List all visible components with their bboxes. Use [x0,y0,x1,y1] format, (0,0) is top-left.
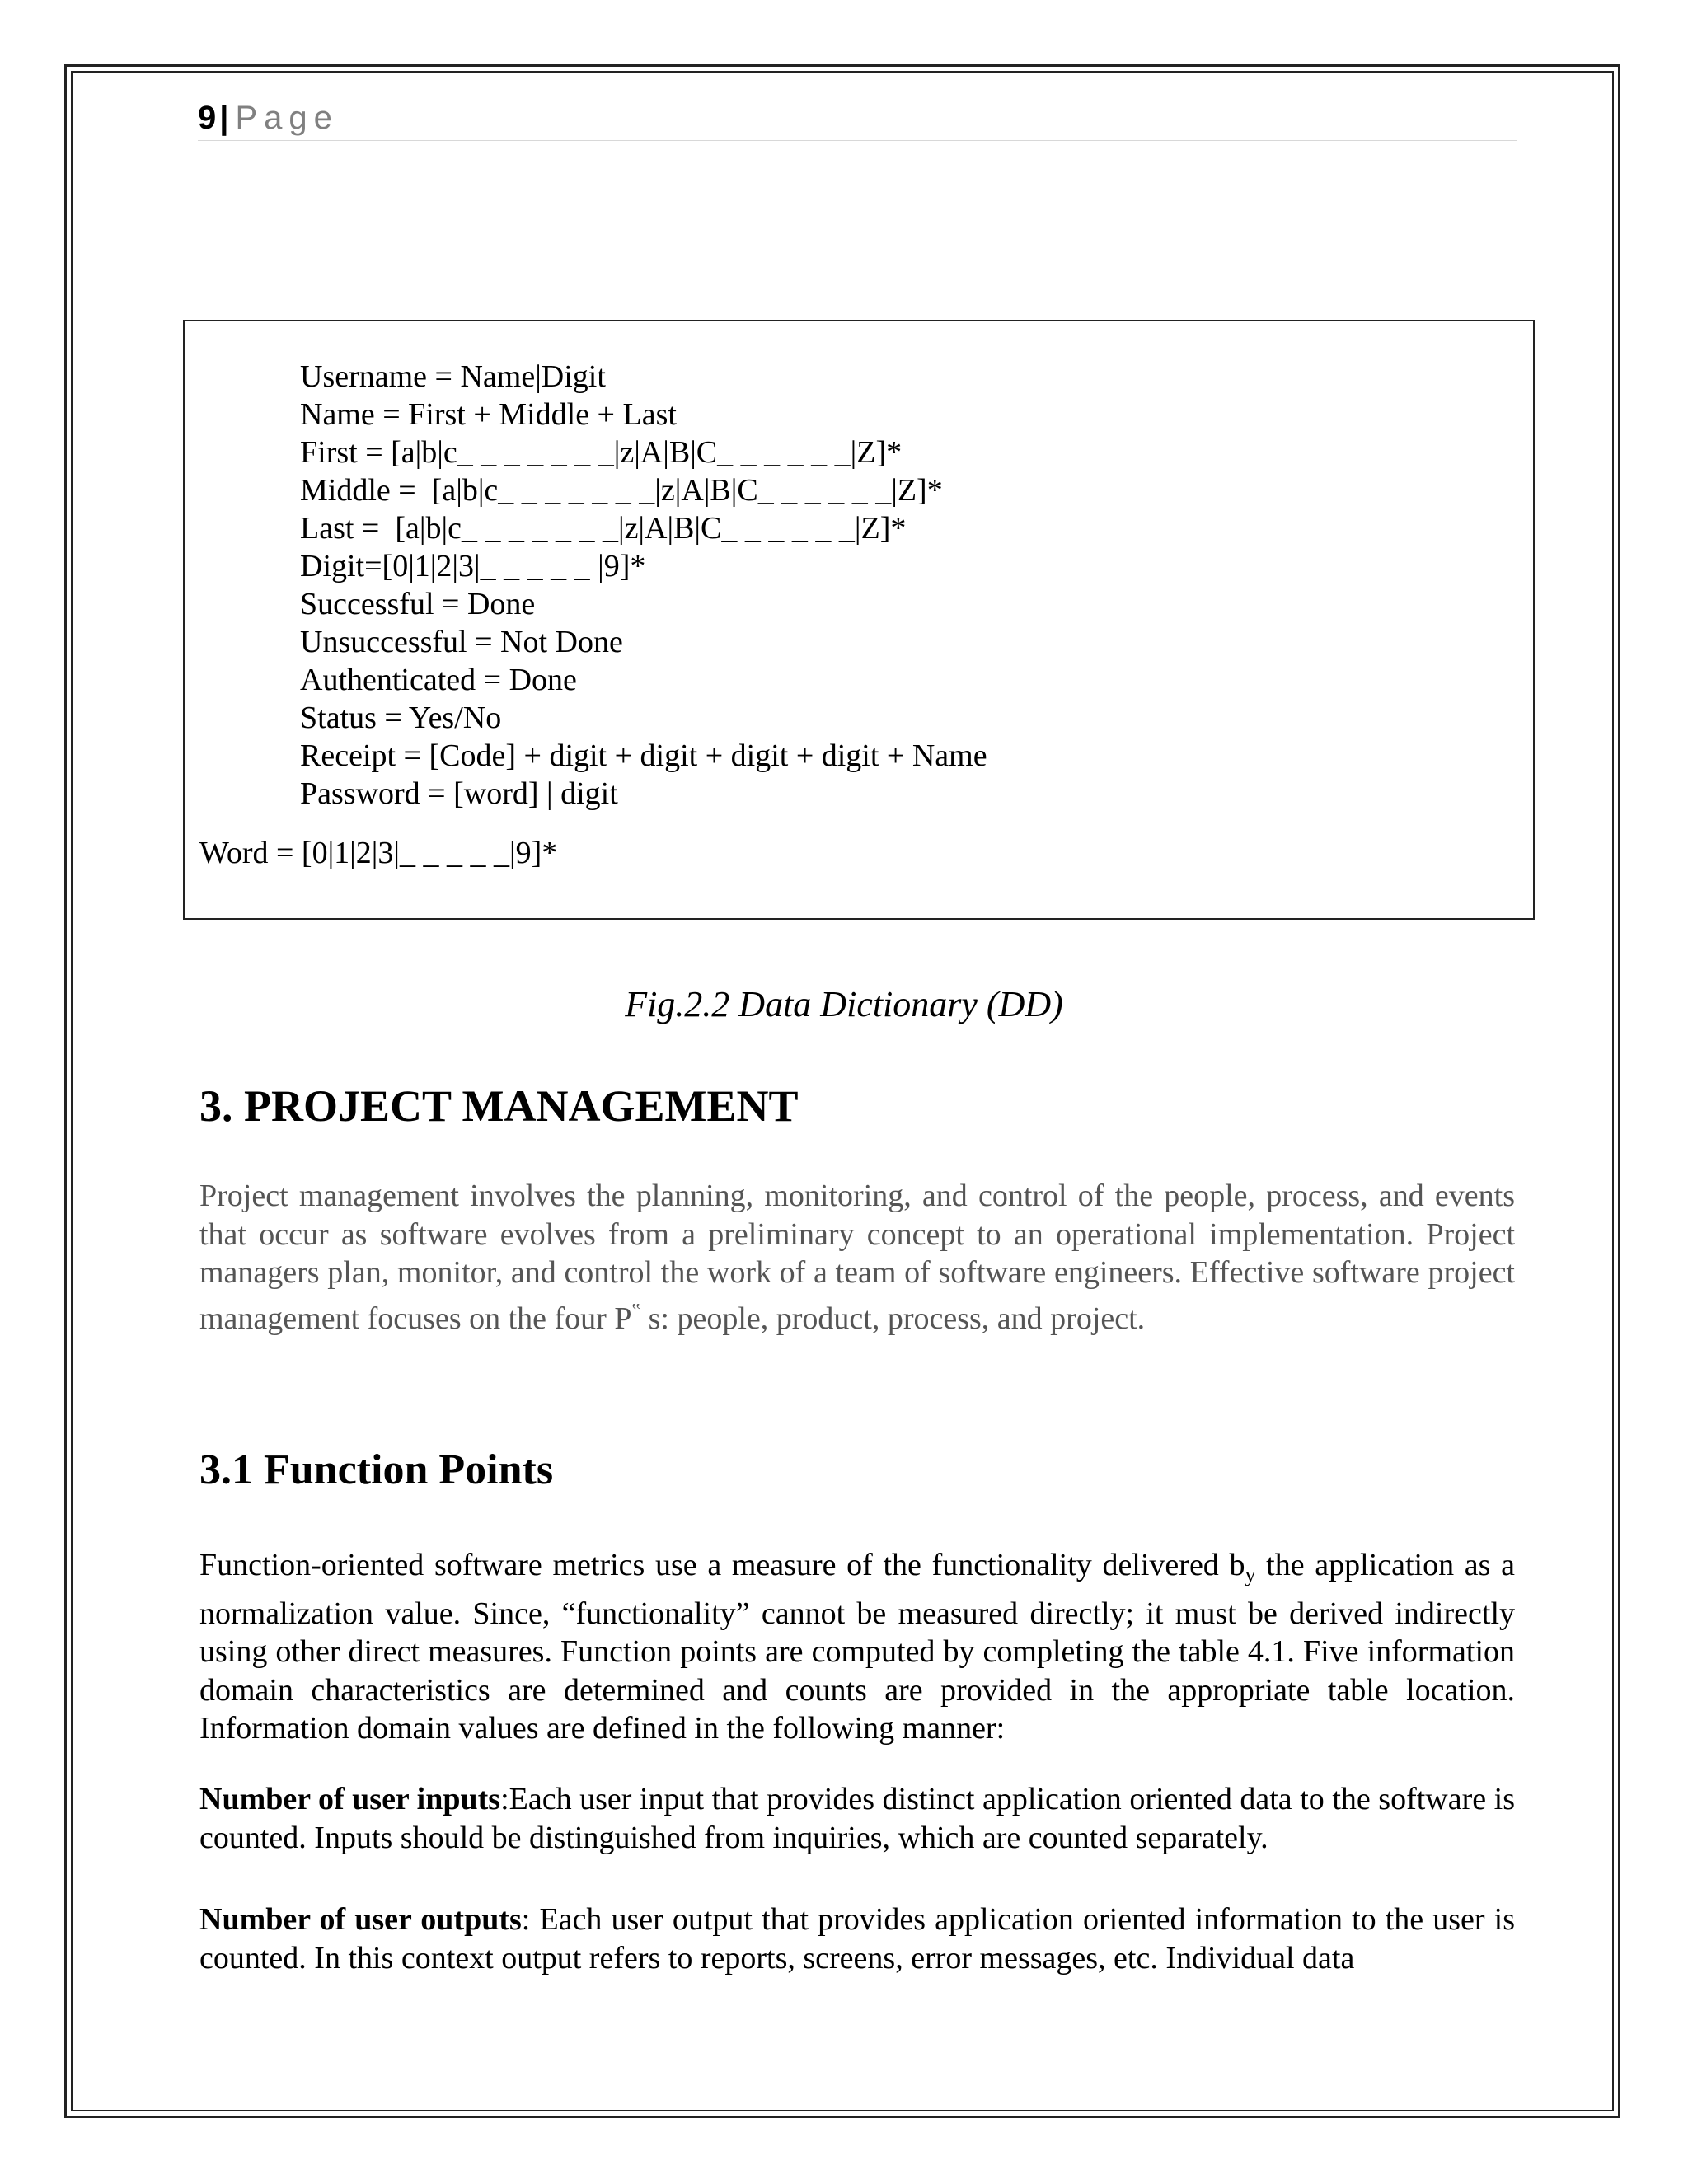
dd-line: Last = [a|b|c_ _ _ _ _ _ _|z|A|B|C_ _ _ _ _ _|Z]* [300,511,907,546]
dd-line: First = [a|b|c_ _ _ _ _ _ _|z|A|B|C_ _ _ _ _ _|Z]* [300,435,903,470]
subsection-heading: 3.1 Function Points [199,1446,554,1493]
page-header [198,97,1517,141]
data-dictionary-box [183,320,1535,920]
dd-line-word: Word = [0|1|2|3|_ _ _ _ _|9]* [199,836,558,870]
dd-line: Unsuccessful = Not Done [300,625,623,659]
fp-text: Function-oriented software metrics use a measure of the functionality delivered b [199,1548,1245,1582]
page-number: 9 [198,100,217,136]
section-heading: 3. PROJECT MANAGEMENT [199,1081,799,1131]
user-outputs-paragraph [199,1900,1515,1977]
fp-text-end: the application as a normalization value. Since, “functionality” cannot be measured directly; it must be derived indirectly using other direct measures. Function points are computed by completing the table 4.1. Five information domain characteristics are determined and counts are provided in the appropriate table location. Information domain values are defined in the following manner: [199,1548,1515,1746]
user-inputs-paragraph [199,1780,1515,1857]
pm-text-end: s: people, product, process, and project. [640,1301,1146,1336]
dd-line: Password = [word] | digit [300,776,618,811]
user-outputs-text: : Each user output that provides application oriented information to the user is counted. In this context output refers to reports, screens, error messages, etc. Individual data [199,1902,1515,1975]
dd-line: Authenticated = Done [300,663,577,697]
dd-line: Middle = [a|b|c_ _ _ _ _ _ _|z|A|B|C_ _ _ _ _ _|Z]* [300,473,943,508]
function-points-paragraph [199,1546,1515,1748]
dd-line: Successful = Done [300,587,536,621]
dd-line: Digit=[0|1|2|3|_ _ _ _ _ |9]* [300,549,646,583]
dd-line: Username = Name|Digit [300,359,606,394]
fp-subscript: y [1245,1563,1256,1586]
pm-superscript: ‟ [631,1300,641,1322]
dd-line: Receipt = [Code] + digit + digit + digit + digit + Name [300,738,987,773]
pm-text: Project management involves the planning, monitoring, and control of the people, process, and events that occur as software evolves from a preliminary concept to an operational implementation. Project managers plan, monitor, and control the work of a team of software engineers. Effective software project management focuses on the four P [199,1179,1515,1336]
user-outputs-term: Number of user outputs [199,1902,522,1937]
user-inputs-term: Number of user inputs [199,1782,501,1816]
project-management-paragraph [199,1177,1515,1338]
dd-line: Name = First + Middle + Last [300,397,677,432]
dd-line: Status = Yes/No [300,701,502,735]
page-label: Page [235,100,339,136]
header-separator: | [219,100,229,136]
user-inputs-text: :Each user input that provides distinct application oriented data to the software is counted. Inputs should be distinguished from inquiries, which are counted separately. [199,1782,1515,1855]
figure-caption: Fig.2.2 Data Dictionary (DD) [625,984,1063,1024]
